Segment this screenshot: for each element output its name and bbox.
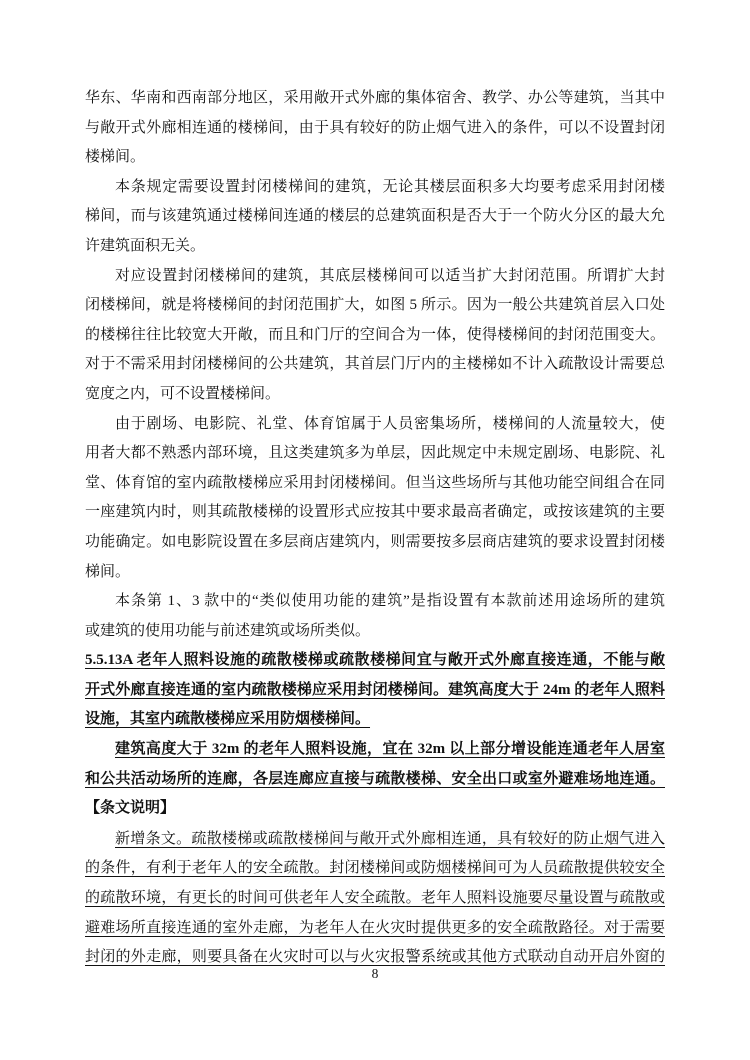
text-line: 避难场所直接连通的室外走廊，为老年人在火灾时提供更多的安全疏散路径。对于需要 [85,917,665,936]
text-line: 许建筑面积无关。 [85,237,206,254]
text-line: 建筑高度大于 32m 的老年人照料设施，宜在 32m 以上部分增设能连通老年人居室 [115,741,665,758]
text-line: 封闭的外走廊，则要具备在火灾时可以与火灾报警系统或其他方式联动自动开启外窗的 [85,947,665,966]
paragraph-expanded-enclosure [85,262,665,410]
text-line: 华东、华南和西南部分地区，采用敞开式外廊的集体宿舍、教学、办公等建筑，当其中 [85,90,665,106]
text-line: 功能确定。如电影院设置在多层商店建筑内，则需要按多层商店建筑的要求设置封闭楼 [85,533,665,550]
text-line: 堂、体育馆的室内疏散楼梯应采用封闭楼梯间。但当这些场所与其他功能空间组合在同 [85,474,665,491]
text-line: 对于不需采用封闭楼梯间的公共建筑，其首层门厅内的主楼梯如不计入疏散设计需要总 [85,356,665,373]
text-line: 本条第 1、3 款中的“类似使用功能的建筑”是指设置有本款前述用途场所的建筑 [115,593,665,610]
clause-5-5-13A-paragraph-2 [85,735,665,794]
text-line: 由于剧场、电影院、礼堂、体育馆属于人员密集场所，楼梯间的人流量较大，使 [115,415,665,432]
text-line: 的条件，有利于老年人的安全疏散。封闭楼梯间或防烟楼梯间可为人员疏散提供较安全 [85,858,665,877]
clause-5-5-13A [85,646,665,735]
text-line: 楼梯间。 [85,149,146,166]
text-line: 与敞开式外廊相连通的楼梯间，由于具有较好的防止烟气进入的条件，可以不设置封闭 [85,119,665,136]
text-line: 开式外廊直接连通的室内疏散楼梯应采用封闭楼梯间。建筑高度大于 24m 的老年人照料 [85,681,665,698]
text-line: 用者大都不熟悉内部环境，且这类建筑多为单层，因此规定中未规定剧场、电影院、礼 [85,445,665,462]
clause-number-line: 5.5.13A 老年人照料设施的疏散楼梯或疏散楼梯间宜与敞开式外廊直接连通，不能与敞 [85,652,665,669]
text-line: 或建筑的使用功能与前述建筑或场所类似。 [85,622,371,639]
text-line: 梯间。 [85,563,131,580]
text-line: 的疏散环境，有更长的时间可供老年人安全疏散。老年人照料设施要尽量设置与疏散或 [85,888,665,907]
paragraph-enclosed-stairwell-rule [85,173,665,262]
text-line: 梯间，而与该建筑通过楼梯间连通的楼层的总建筑面积是否大于一个防火分区的最大允 [85,208,665,225]
text-line: 新增条文。疏散楼梯或疏散楼梯间与敞开式外廊相连通，具有较好的防止烟气进入 [115,828,665,847]
paragraph-assembly-venues [85,410,665,588]
text-line: 和公共活动场所的连廊，各层连廊应直接与疏散楼梯、安全出口或室外避难场地连通。 [85,770,665,787]
commentary-text [85,824,665,972]
paragraph-open-corridor-continuation [85,84,665,173]
commentary-label [85,794,665,824]
text-line: 一座建筑内时，则其疏散楼梯的设置形式应按其中要求最高者确定，或按该建筑的主要 [85,504,665,521]
text-line: 对应设置封闭楼梯间的建筑，其底层楼梯间可以适当扩大封闭范围。所谓扩大封 [115,267,665,284]
text-line: 闭楼梯间，就是将楼梯间的封闭范围扩大，如图 5 所示。因为一般公共建筑首层入口处 [85,297,665,314]
text-line: 的楼梯往往比较宽大开敞，而且和门厅的空间合为一体，使得楼梯间的封闭范围变大。 [85,326,665,343]
text-line: 设施，其室内疏散楼梯应采用防烟楼梯间。 [85,711,371,728]
paragraph-similar-function [85,587,665,646]
text-line: 宽度之内，可不设置楼梯间。 [85,385,281,402]
document-body [85,84,665,972]
text-line: 本条规定需要设置封闭楼梯间的建筑，无论其楼层面积多大均要考虑采用封闭楼 [115,178,665,195]
commentary-label-text: 【条文说明】 [85,800,176,817]
page-number: 8 [371,966,379,981]
